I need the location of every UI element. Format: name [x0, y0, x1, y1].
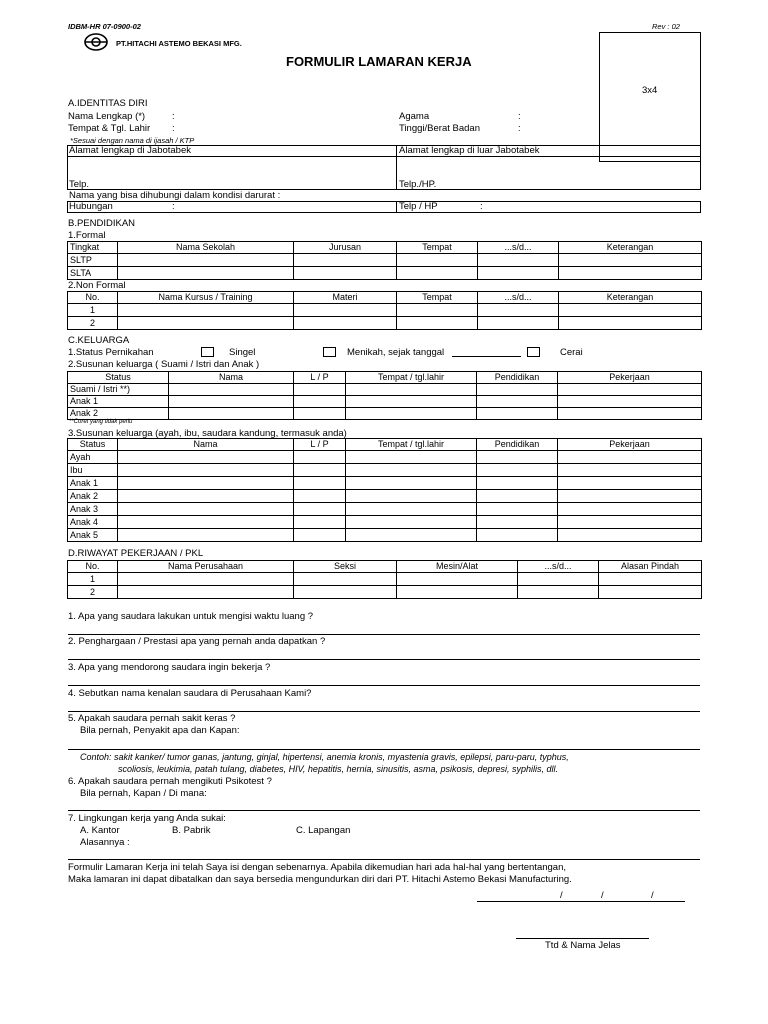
- row-label: Ibu: [68, 464, 118, 477]
- header-cell: Jurusan: [294, 242, 397, 254]
- input-cell[interactable]: [477, 451, 558, 464]
- table-row: [68, 477, 702, 490]
- table-row: [68, 573, 702, 586]
- header-cell: Keterangan: [559, 292, 702, 304]
- row-label: Ayah: [68, 451, 118, 464]
- alamat-luar-label: Alamat lengkap di luar Jabotabek: [399, 145, 540, 156]
- input-cell[interactable]: [294, 464, 346, 477]
- input-cell[interactable]: [346, 477, 477, 490]
- input-cell[interactable]: [346, 516, 477, 529]
- input-cell[interactable]: [346, 384, 477, 396]
- header-cell: Seksi: [294, 561, 397, 573]
- emergency-contact-label: Nama yang bisa dihubungi dalam kondisi darurat :: [69, 190, 281, 201]
- question-3: 3. Apa yang mendorong saudara ingin bekerja ?: [68, 662, 271, 673]
- signature-label: Ttd & Nama Jelas: [545, 940, 621, 951]
- input-cell[interactable]: [346, 503, 477, 516]
- formal-label: 1.Formal: [68, 230, 106, 241]
- question-7: 7. Lingkungan kerja yang Anda sukai:: [68, 813, 226, 824]
- question-6: 6. Apakah saudara pernah mengikuti Psikotest ?: [68, 776, 272, 787]
- input-cell[interactable]: [294, 267, 397, 280]
- answer-line-4[interactable]: [68, 711, 700, 712]
- input-cell[interactable]: [294, 516, 346, 529]
- input-cell[interactable]: [558, 529, 702, 542]
- table-header-row: [68, 242, 702, 254]
- row-label: Suami / Istri **): [68, 384, 169, 396]
- input-cell[interactable]: [118, 254, 294, 267]
- input-cell[interactable]: [346, 529, 477, 542]
- header-cell: Pendidikan: [477, 439, 558, 451]
- input-cell[interactable]: [558, 490, 702, 503]
- header-cell: ...s/d...: [518, 561, 599, 573]
- telp-hp2-label[interactable]: Telp / HP: [399, 201, 438, 212]
- parents-siblings-table: [67, 438, 702, 542]
- tempat-tgl-lahir-label: Tempat & Tgl. Lahir: [68, 123, 151, 134]
- header-cell: Nama: [169, 372, 294, 384]
- row-label: 1: [68, 304, 118, 317]
- table-row: [68, 490, 702, 503]
- option-lapangan[interactable]: C. Lapangan: [296, 825, 351, 836]
- colon: :: [172, 111, 175, 122]
- colon: :: [172, 123, 175, 134]
- row-label: Anak 2: [68, 408, 169, 420]
- header-cell: Pekerjaan: [558, 439, 702, 451]
- alamat-jabotabek-label: Alamat lengkap di Jabotabek: [69, 145, 191, 156]
- susunan2-label: 3.Susunan keluarga (ayah, ibu, saudara kandung, termasuk anda): [68, 428, 347, 439]
- input-cell[interactable]: [346, 451, 477, 464]
- colon: :: [518, 111, 521, 122]
- address-divider: [396, 145, 397, 190]
- input-cell[interactable]: [294, 317, 397, 330]
- table-row: [68, 384, 702, 396]
- answer-line-1[interactable]: [68, 634, 700, 635]
- section-d-heading: D.RIWAYAT PEKERJAAN / PKL: [68, 548, 204, 559]
- input-cell[interactable]: [118, 451, 294, 464]
- answer-line-5[interactable]: [68, 749, 700, 750]
- address-header-line: [67, 156, 701, 157]
- input-cell[interactable]: [477, 516, 558, 529]
- document-code: IDBM-HR 07-0900-02: [68, 22, 141, 31]
- header-cell: ...s/d...: [478, 292, 559, 304]
- colon: :: [480, 201, 483, 212]
- tinggi-berat-label: Tinggi/Berat Badan: [399, 123, 480, 134]
- section-a-heading: A.IDENTITAS DIRI: [68, 98, 148, 109]
- input-cell[interactable]: [118, 516, 294, 529]
- input-cell[interactable]: [477, 464, 558, 477]
- disease-examples-line-1: Contoh: sakit kanker/ tumor ganas, jantung, ginjal, hipertensi, anemia kronis, myastenia gravis, epilepsi, paru-paru, typhus,: [80, 752, 569, 762]
- header-cell: Mesin/Alat: [397, 561, 518, 573]
- menikah-checkbox[interactable]: [323, 347, 336, 357]
- input-cell[interactable]: [118, 503, 294, 516]
- input-cell[interactable]: [558, 396, 702, 408]
- input-cell[interactable]: [397, 317, 478, 330]
- input-cell[interactable]: [169, 384, 294, 396]
- table-row: [68, 516, 702, 529]
- input-cell[interactable]: [294, 254, 397, 267]
- section-b-heading: B.PENDIDIKAN: [68, 218, 136, 229]
- section-c-heading: C.KELUARGA: [68, 335, 130, 346]
- input-cell[interactable]: [477, 396, 558, 408]
- row-label: SLTP: [68, 254, 118, 267]
- menikah-date-line[interactable]: [452, 356, 521, 357]
- input-cell[interactable]: [169, 396, 294, 408]
- input-cell[interactable]: [558, 408, 702, 420]
- header-cell: Tempat / tgl.lahir: [346, 372, 477, 384]
- row-label: SLTA: [68, 267, 118, 280]
- question-6-detail: Bila pernah, Kapan / Di mana:: [80, 788, 207, 799]
- header-cell: ...s/d...: [478, 242, 559, 254]
- status-pernikahan-label: 1.Status Pernikahan: [68, 347, 154, 358]
- header-cell: Status: [68, 372, 169, 384]
- input-cell[interactable]: [346, 464, 477, 477]
- photo-size-label: 3x4: [642, 85, 658, 96]
- header-cell: Alasan Pindah: [599, 561, 702, 573]
- singel-label: Singel: [229, 347, 256, 358]
- input-cell[interactable]: [477, 529, 558, 542]
- nonformal-label: 2.Non Formal: [68, 280, 126, 291]
- question-1: 1. Apa yang saudara lakukan untuk mengisi waktu luang ?: [68, 611, 314, 622]
- header-cell: Nama Sekolah: [118, 242, 294, 254]
- susunan1-label: 2.Susunan keluarga ( Suami / Istri dan Anak ): [68, 359, 260, 370]
- answer-line-6[interactable]: [68, 810, 700, 811]
- colon: :: [518, 123, 521, 134]
- table-row: [68, 503, 702, 516]
- input-cell[interactable]: [397, 304, 478, 317]
- row-label: 2: [68, 317, 118, 330]
- input-cell[interactable]: [118, 586, 294, 599]
- input-cell[interactable]: [294, 408, 346, 420]
- table-row: [68, 304, 702, 317]
- singel-checkbox[interactable]: [201, 347, 214, 357]
- input-cell[interactable]: [346, 396, 477, 408]
- input-cell[interactable]: [118, 477, 294, 490]
- option-pabrik[interactable]: B. Pabrik: [172, 825, 211, 836]
- signature-line[interactable]: [516, 938, 649, 939]
- question-4: 4. Sebutkan nama kenalan saudara di Perusahaan Kami?: [68, 688, 312, 699]
- input-cell[interactable]: [599, 573, 702, 586]
- table-row: [68, 267, 702, 280]
- row-label: Anak 1: [68, 396, 169, 408]
- company-logo-icon: [84, 33, 108, 51]
- agama-label: Agama: [399, 111, 430, 122]
- input-cell[interactable]: [118, 317, 294, 330]
- table-row: [68, 464, 702, 477]
- cerai-label: Cerai: [560, 347, 583, 358]
- declaration-line-1: Formulir Lamaran Kerja ini telah Saya isi dengan sebenarnya. Apabila dikemudian hari ada hal-hal yang bertentangan,: [68, 862, 567, 873]
- input-cell[interactable]: [477, 490, 558, 503]
- answer-line-3[interactable]: [68, 685, 700, 686]
- declaration-line-2: Maka lamaran ini dapat dibatalkan dan saya bersedia mengundurkan diri dari PT. Hitachi Astemo Bekasi Manufacturing.: [68, 874, 572, 885]
- spouse-children-table: [67, 371, 702, 420]
- input-cell[interactable]: [478, 254, 559, 267]
- nama-lengkap-label: Nama Lengkap (*): [68, 111, 146, 122]
- input-cell[interactable]: [118, 464, 294, 477]
- header-cell: Tempat: [397, 242, 478, 254]
- header-cell: L / P: [294, 439, 346, 451]
- input-cell[interactable]: [477, 384, 558, 396]
- input-cell[interactable]: [118, 304, 294, 317]
- row-label: Anak 3: [68, 503, 118, 516]
- header-cell: Nama: [118, 439, 294, 451]
- header-cell: Keterangan: [559, 242, 702, 254]
- photo-box[interactable]: [599, 32, 701, 162]
- table-header-row: [68, 292, 702, 304]
- input-cell[interactable]: [558, 384, 702, 396]
- input-cell[interactable]: [118, 529, 294, 542]
- input-cell[interactable]: [294, 477, 346, 490]
- header-cell: No.: [68, 561, 118, 573]
- row-label: Anak 2: [68, 490, 118, 503]
- date-slash: /: [560, 890, 563, 901]
- input-cell[interactable]: [294, 529, 346, 542]
- input-cell[interactable]: [559, 267, 702, 280]
- input-cell[interactable]: [397, 586, 518, 599]
- input-cell[interactable]: [118, 490, 294, 503]
- answer-line-7[interactable]: [68, 859, 700, 860]
- nonformal-education-table: [67, 291, 702, 330]
- date-line[interactable]: [477, 901, 685, 902]
- header-cell: Status: [68, 439, 118, 451]
- row-label: 1: [68, 573, 118, 586]
- form-title: FORMULIR LAMARAN KERJA: [286, 54, 472, 69]
- header-cell: Materi: [294, 292, 397, 304]
- input-cell[interactable]: [559, 317, 702, 330]
- date-slash: /: [651, 890, 654, 901]
- input-cell[interactable]: [478, 304, 559, 317]
- header-cell: Pendidikan: [477, 372, 558, 384]
- input-cell[interactable]: [599, 586, 702, 599]
- table-row: [68, 529, 702, 542]
- input-cell[interactable]: [346, 490, 477, 503]
- header-cell: No.: [68, 292, 118, 304]
- input-cell[interactable]: [118, 573, 294, 586]
- hubungan-label[interactable]: Hubungan: [69, 201, 113, 212]
- hubungan-divider: [396, 201, 397, 213]
- answer-line-2[interactable]: [68, 659, 700, 660]
- header-cell: Nama Perusahaan: [118, 561, 294, 573]
- option-kantor[interactable]: A. Kantor: [80, 825, 120, 836]
- input-cell[interactable]: [477, 477, 558, 490]
- input-cell[interactable]: [558, 451, 702, 464]
- table-row: [68, 317, 702, 330]
- company-name: PT.HITACHI ASTEMO BEKASI MFG.: [116, 39, 242, 48]
- input-cell[interactable]: [346, 408, 477, 420]
- input-cell[interactable]: [478, 267, 559, 280]
- input-cell[interactable]: [559, 254, 702, 267]
- ijasah-note: *Sesuai dengan nama di ijasah / KTP: [70, 136, 195, 145]
- input-cell[interactable]: [558, 516, 702, 529]
- input-cell[interactable]: [518, 573, 599, 586]
- row-label: 2: [68, 586, 118, 599]
- disease-examples-line-2: scoliosis, leukimia, patah tulang, diabetes, HIV, hepatitis, hernia, sinusitis, asma, psikosis, depresi, syphilis, dll.: [118, 764, 559, 774]
- input-cell[interactable]: [169, 408, 294, 420]
- input-cell[interactable]: [294, 451, 346, 464]
- telp-hp-label[interactable]: Telp./HP.: [399, 179, 437, 190]
- input-cell[interactable]: [397, 573, 518, 586]
- table-row: [68, 451, 702, 464]
- table-header-row: [68, 439, 702, 451]
- input-cell[interactable]: [558, 464, 702, 477]
- input-cell[interactable]: [294, 384, 346, 396]
- input-cell[interactable]: [478, 317, 559, 330]
- input-cell[interactable]: [397, 254, 478, 267]
- input-cell[interactable]: [397, 267, 478, 280]
- revision-label: Rev : 02: [652, 22, 680, 31]
- input-cell[interactable]: [118, 267, 294, 280]
- menikah-label: Menikah, sejak tanggal: [347, 347, 445, 358]
- table-header-row: [68, 561, 702, 573]
- header-cell: Tempat / tgl.lahir: [346, 439, 477, 451]
- header-cell: L / P: [294, 372, 346, 384]
- row-label: Anak 1: [68, 477, 118, 490]
- table-row: [68, 408, 702, 420]
- input-cell[interactable]: [294, 586, 397, 599]
- question-5: 5. Apakah saudara pernah sakit keras ?: [68, 713, 236, 724]
- header-cell: Tingkat: [68, 242, 118, 254]
- input-cell[interactable]: [294, 503, 346, 516]
- input-cell[interactable]: [518, 586, 599, 599]
- row-label: Anak 5: [68, 529, 118, 542]
- colon: :: [172, 201, 175, 212]
- formal-education-table: [67, 241, 702, 280]
- header-cell: Tempat: [397, 292, 478, 304]
- input-cell[interactable]: [559, 304, 702, 317]
- row-label: Anak 4: [68, 516, 118, 529]
- input-cell[interactable]: [294, 490, 346, 503]
- table-row: [68, 396, 702, 408]
- table-row: [68, 586, 702, 599]
- header-cell: Pekerjaan: [558, 372, 702, 384]
- alasan-label: Alasannya :: [80, 837, 130, 848]
- input-cell[interactable]: [477, 503, 558, 516]
- hubungan-row: [67, 201, 701, 213]
- input-cell[interactable]: [477, 408, 558, 420]
- question-5-detail: Bila pernah, Penyakit apa dan Kapan:: [80, 725, 240, 736]
- work-history-table: [67, 560, 702, 599]
- input-cell[interactable]: [294, 573, 397, 586]
- input-cell[interactable]: [558, 503, 702, 516]
- table-header-row: [68, 372, 702, 384]
- cerai-checkbox[interactable]: [527, 347, 540, 357]
- input-cell[interactable]: [294, 304, 397, 317]
- coret-note: **Coret yang tidak perlu: [69, 419, 133, 425]
- input-cell[interactable]: [294, 396, 346, 408]
- input-cell[interactable]: [558, 477, 702, 490]
- header-cell: Nama Kursus / Training: [118, 292, 294, 304]
- table-row: [68, 254, 702, 267]
- date-slash: /: [601, 890, 604, 901]
- question-2: 2. Penghargaan / Prestasi apa yang pernah anda dapatkan ?: [68, 636, 326, 647]
- telp-label[interactable]: Telp.: [69, 179, 90, 190]
